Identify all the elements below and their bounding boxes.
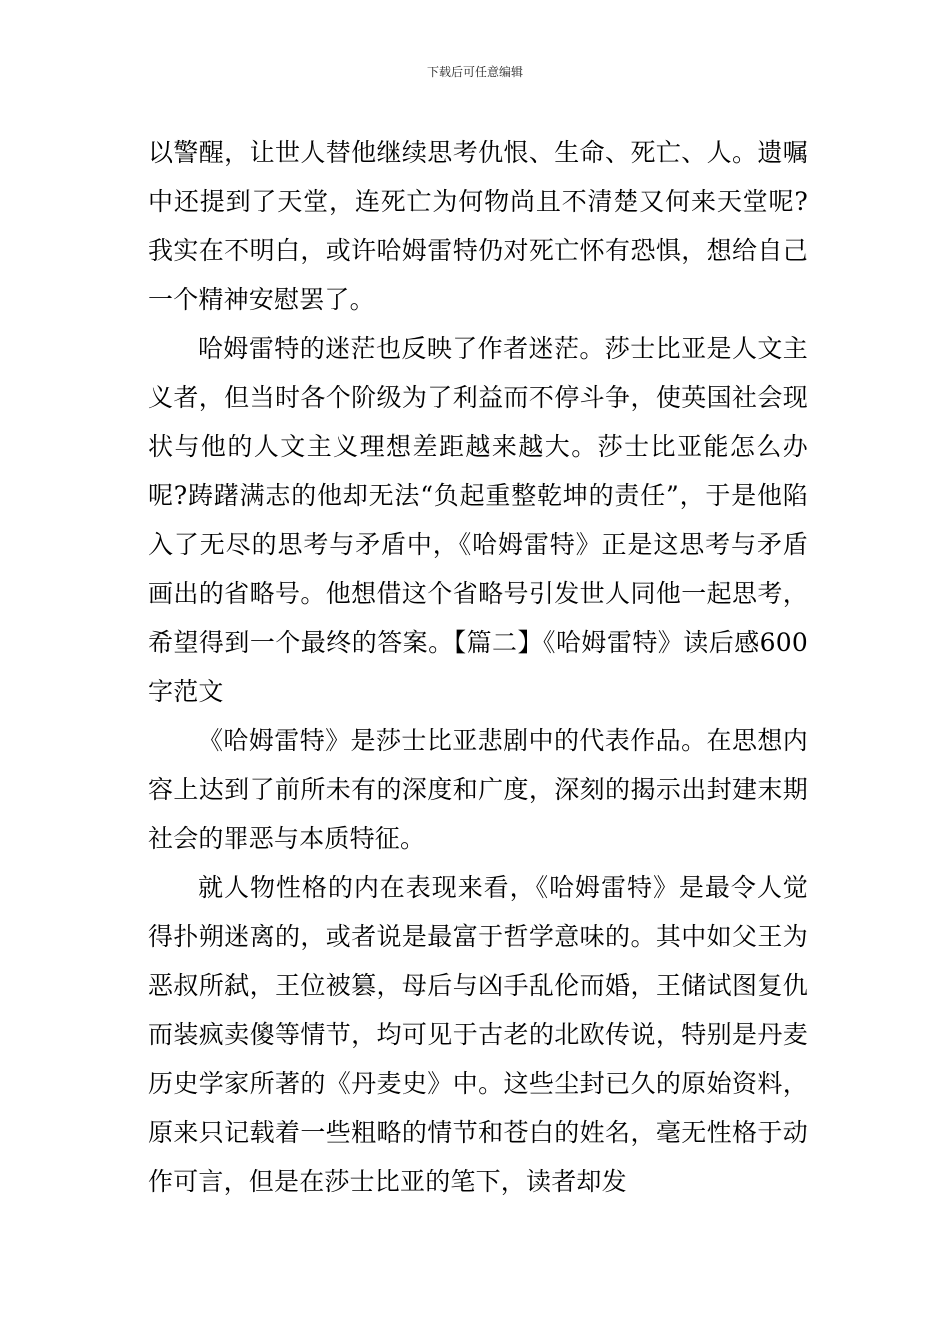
paragraph-author-confusion: 哈姆雷特的迷茫也反映了作者迷茫。莎士比亚是人文主义者，但当时各个阶级为了利益而不停斗争，使英国社会现状与他的人文主义理想差距越来越大。莎士比亚能怎么办呢?踌躇满志的他却无法“负起重整乾坤的责任”，于是他陷入了无尽的思考与矛盾中，《哈姆雷特》正是这思考与矛盾画出的省略号。他想借这个省略号引发世人同他一起思考，希望得到一个最终的答案。【篇二】《哈姆雷特》读后感600字范文 bbox=[148, 334, 808, 706]
page-header: 下载后可任意编辑 bbox=[426, 65, 523, 79]
paragraph-hamlet-intro: 《哈姆雷特》是莎士比亚悲剧中的代表作品。在思想内容上达到了前所未有的深度和广度，深刻的揭示出封建末期社会的罪恶与本质特征。 bbox=[148, 726, 808, 853]
paragraph-continuation: 以警醒，让世人替他继续思考仇恨、生命、死亡、人。遗嘱中还提到了天堂，连死亡为何物尚且不清楚又何来天堂呢?我实在不明白，或许哈姆雷特仍对死亡怀有恐惧，想给自己一个精神安慰罢了。 bbox=[148, 138, 808, 314]
body-text bbox=[148, 128, 808, 1206]
paragraph-character-analysis: 就人物性格的内在表现来看，《哈姆雷特》是最令人觉得扑朔迷离的，或者说是最富于哲学意味的。其中如父王为恶叔所弑，王位被篡，母后与凶手乱伦而婚，王储试图复仇而装疯卖傻等情节，均可见于古老的北欧传说，特别是丹麦历史学家所著的《丹麦史》中。这些尘封已久的原始资料，原来只记载着一些粗略的情节和苍白的姓名，毫无性格于动作可言，但是在莎士比亚的笔下，读者却发 bbox=[148, 873, 808, 1196]
